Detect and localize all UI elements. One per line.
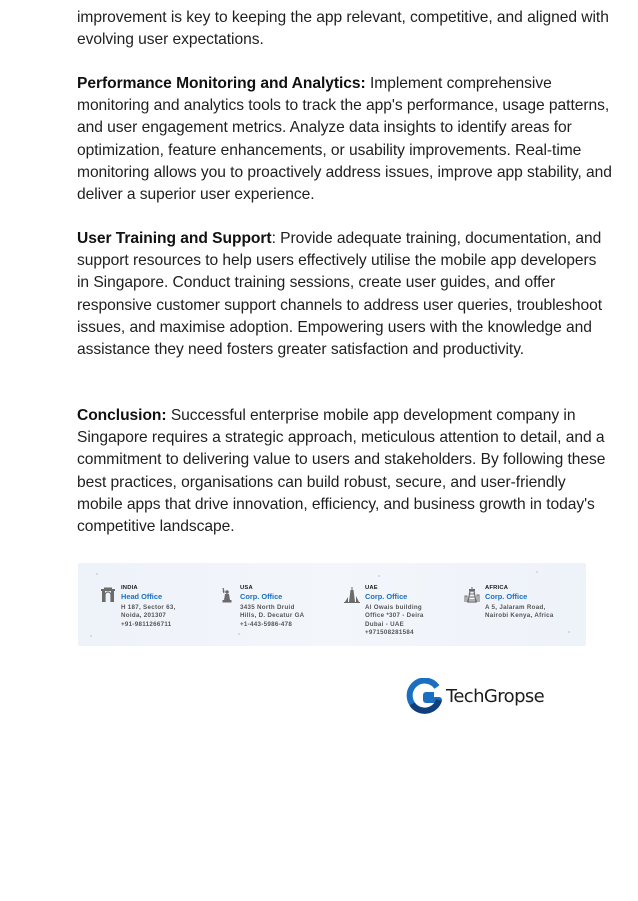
paragraph-heading: Conclusion: [77,407,167,424]
logo-brand-text: TechGropse [446,686,545,707]
paragraph-user-training [77,228,612,361]
paragraph-text: Successful enterprise mobile app development company in Singapore requires a strategic approach, meticulous attention to detail, and a commitment to delivering value to users and stakeholders. By following these best practices, organisations can build robust, secure, and user-friendly mobile apps that drive innovation, efficiency, and business growth in today's competitive landscape. [77,407,606,536]
paragraph-text: improvement is key to keeping the app relevant, competitive, and aligned with evolving user expectations. [77,9,609,49]
office-country: INDIA [121,585,138,591]
office-type: Corp. Office [240,592,283,601]
paragraph-conclusion [77,405,612,538]
logo-mark-icon [406,678,444,716]
office-type: Corp. Office [365,592,408,601]
decor-dot [536,571,538,573]
office-country: UAE [365,585,378,591]
paragraph-text: : Provide adequate training, documentation, and support resources to help users effectively utilise the mobile app developers in Singapore. Conduct training sessions, create user guides, and offer responsive customer support channels to address user queries, troubleshoot issues, and maximise adoption. Empowering users with the knowledge and assistance they need fosters greater satisfaction and productivity. [77,230,603,359]
office-country: USA [240,585,253,591]
office-address: Al Owais building Office *307 - Deira Dubai - UAE +971508281584 [365,604,424,637]
paragraph-text: Implement comprehensive monitoring and analytics tools to track the app's performance, usage patterns, and user engagement metrics. Analyze data insights to identify areas for optimization, feature enhancements, or usability improvements. Real-time monitoring allows you to proactively address issues, improve app stability, and deliver a superior user experience. [77,75,612,204]
tower-icon [464,587,480,603]
decor-dot [96,573,98,575]
paragraph-performance-monitoring [77,73,612,206]
office-address: A 5, Jalaram Road, Nairobi Kenya, Africa [485,604,554,620]
office-country: AFRICA [485,585,509,591]
paragraph-heading: User Training and Support [77,230,272,247]
decor-dot [238,633,240,635]
india-gate-icon [100,587,116,603]
office-type: Corp. Office [485,592,528,601]
decor-dot [90,635,92,637]
office-address: H 187, Sector 63, Noida, 201307 +91-9811266711 [121,604,176,628]
paragraph-heading: Performance Monitoring and Analytics: [77,75,366,92]
paragraph-improvement [77,7,612,51]
offices-banner [78,563,586,646]
burj-khalifa-icon [344,587,360,603]
office-address: 3435 North Druid Hills, D. Decatur GA +1-443-5986-478 [240,604,305,628]
techgropse-logo [406,678,546,716]
decor-dot [378,575,380,577]
office-type: Head Office [121,592,163,601]
decor-dot [568,631,570,633]
statue-of-liberty-icon [219,587,235,603]
